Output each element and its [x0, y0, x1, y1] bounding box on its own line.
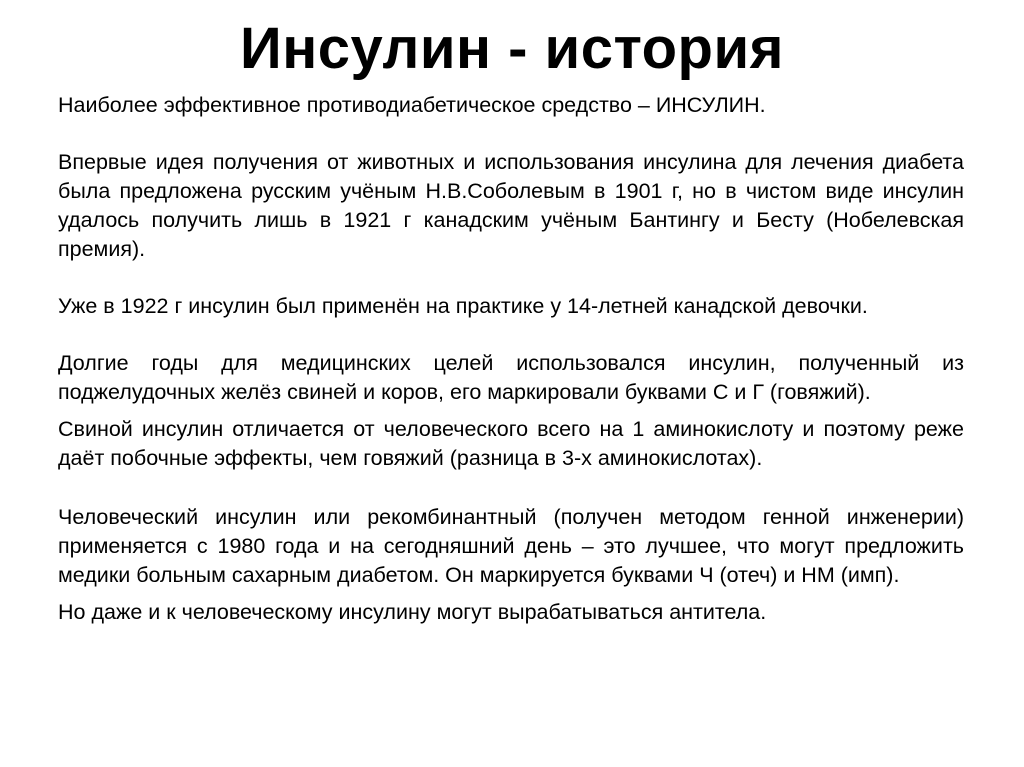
paragraph-animal-insulin: Долгие годы для медицинских целей использовался инсулин, полученный из поджелудочных желёз свиней и коров, его маркировали буквами С и Г (говяжий).	[58, 351, 964, 404]
paragraph-intro: Наиболее эффективное противодиабетическое средство – ИНСУЛИН.	[58, 93, 766, 117]
paragraph-pork-insulin: Свиной инсулин отличается от человеческого всего на 1 аминокислоту и поэтому реже даёт побочные эффекты, чем говяжий (разница в 3-х аминокислотах).	[58, 417, 964, 470]
slide-title: Инсулин - история	[240, 16, 784, 81]
paragraph-human-insulin: Человеческий инсулин или рекомбинантный (получен методом генной инженерии) применяется с 1980 года и на сегодняшний день – это лучшее, что могут предложить медики больным сахарным диабетом. Он маркируется буквами Ч (отеч) и НМ (имп).	[58, 505, 964, 587]
paragraph-first-use-1922: Уже в 1922 г инсулин был применён на практике у 14-летней канадской девочки.	[58, 294, 868, 318]
paragraph-history: Впервые идея получения от животных и использования инсулина для лечения диабета была предложена русским учёным Н.В.Соболевым в 1901 г, но в чистом виде инсулин удалось получить лишь в 1921 г канадским учёным Бантингу и Бесту (Нобелевская премия).	[58, 150, 964, 261]
paragraph-antibodies: Но даже и к человеческому инсулину могут вырабатываться антитела.	[58, 600, 767, 624]
slide-body	[58, 91, 964, 627]
